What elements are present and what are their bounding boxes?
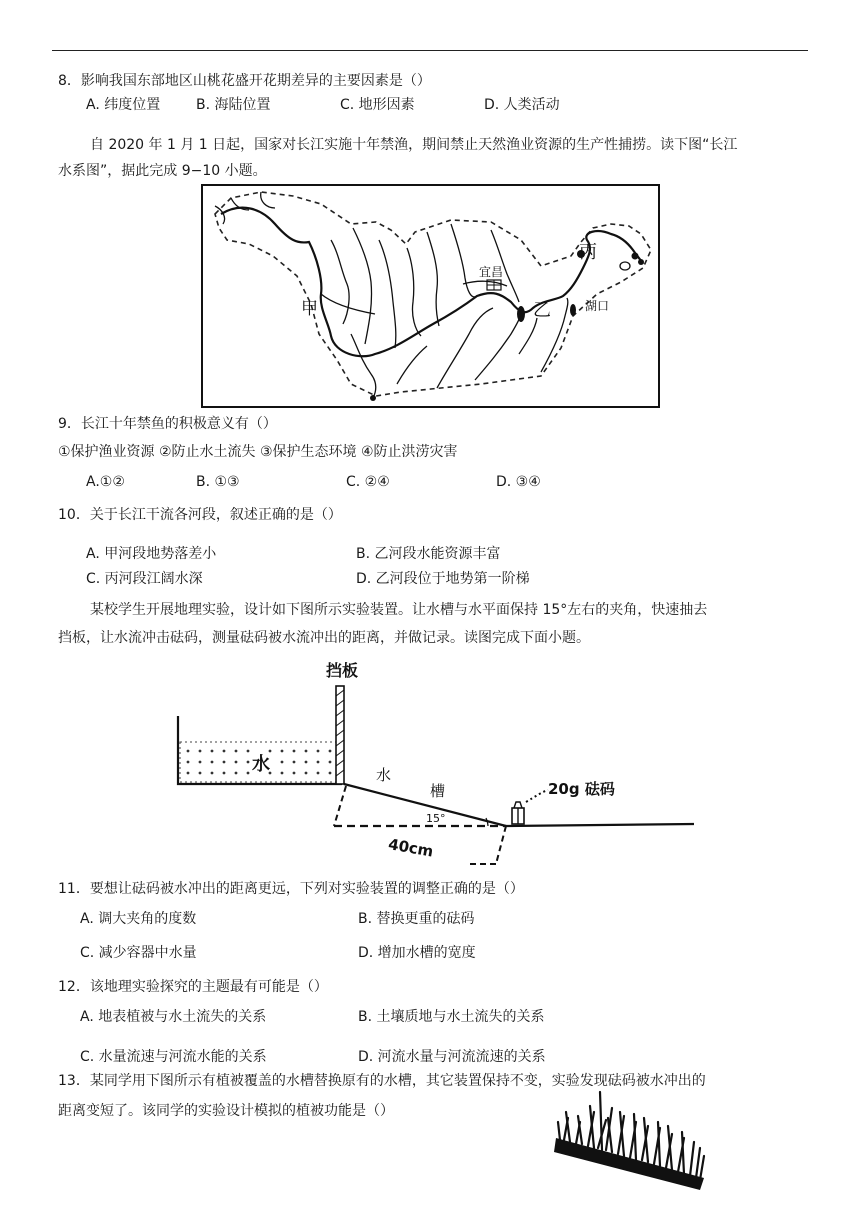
q10-option-d: D. 乙河段位于地势第一阶梯 <box>356 571 530 587</box>
q10-option-b: B. 乙河段水能资源丰富 <box>356 546 501 562</box>
label-water: 水 <box>252 754 270 775</box>
q10-option-a: A. 甲河段地势落差小 <box>86 546 217 562</box>
intro2-line1: 某校学生开展地理实验，设计如下图所示实验装置。让水槽与水平面保持 15°左右的夹角，快速抽去 <box>90 602 708 618</box>
intro1-line2: 水系图”，据此完成 9−10 小题。 <box>58 163 267 179</box>
q11-option-b: B. 替换更重的砝码 <box>358 911 475 927</box>
q11-option-c: C. 减少容器中水量 <box>80 945 197 961</box>
q12-option-d: D. 河流水量与河流流速的关系 <box>358 1049 546 1065</box>
map-label-yichang: 宜昌 <box>479 265 504 279</box>
q13-line2: 距离变短了。该同学的实验设计模拟的植被功能是（） <box>58 1103 394 1119</box>
q8-option-c: C. 地形因素 <box>340 97 415 113</box>
intro2-line2: 挡板，让水流冲击砝码，测量砝码被水流冲出的距离，并做记录。读图完成下面小题。 <box>58 630 590 646</box>
q8-option-d: D. 人类活动 <box>484 97 560 113</box>
label-length: 40cm <box>386 835 435 861</box>
label-weight: 20g 砝码 <box>548 780 615 798</box>
map-label-bing: 丙 <box>579 242 597 263</box>
q10-option-c: C. 丙河段江阔水深 <box>86 571 203 587</box>
top-rule <box>52 50 808 51</box>
q12-option-a: A. 地表植被与水土流失的关系 <box>80 1009 267 1025</box>
experiment-diagram <box>170 656 700 876</box>
label-angle: 15° <box>426 812 446 825</box>
map-label-jia: 甲 <box>301 299 318 319</box>
q10-stem: 10．关于长江干流各河段，叙述正确的是（） <box>58 507 342 523</box>
q8-option-a: A. 纬度位置 <box>86 97 161 113</box>
label-trough-1: 水 <box>376 766 392 784</box>
q13-line1: 13．某同学用下图所示有植被覆盖的水槽替换原有的水槽，其它装置保持不变，实验发现砝码被水冲出的 <box>58 1073 706 1089</box>
q12-option-c: C. 水量流速与河流水能的关系 <box>80 1049 267 1065</box>
weight-icon <box>512 802 524 824</box>
map-label-yi: 乙 <box>533 300 551 321</box>
q11-stem: 11．要想让砝码被水冲出的距离更远，下列对实验装置的调整正确的是（） <box>58 881 524 897</box>
label-trough-2: 槽 <box>430 782 446 800</box>
q9-option-a: A.①② <box>86 474 125 490</box>
vegetation-trough-image <box>554 1082 706 1192</box>
label-baffle: 挡板 <box>326 661 359 680</box>
q9-stem: 9．长江十年禁鱼的积极意义有（） <box>58 416 277 432</box>
q11-option-d: D. 增加水槽的宽度 <box>358 945 476 961</box>
q9-option-c: C. ②④ <box>346 474 390 490</box>
q12-option-b: B. 土壤质地与水土流失的关系 <box>358 1009 545 1025</box>
q9-option-b: B. ①③ <box>196 474 240 490</box>
intro1-line1: 自 2020 年 1 月 1 日起，国家对长江实施十年禁渔，期间禁止天然渔业资源的生产性捕捞。读下图“长江 <box>90 137 738 153</box>
q9-option-d: D. ③④ <box>496 474 541 490</box>
yangtze-river-map <box>201 184 660 408</box>
q8-option-b: B. 海陆位置 <box>196 97 271 113</box>
q11-option-a: A. 调大夹角的度数 <box>80 911 197 927</box>
q12-stem: 12．该地理实验探究的主题最有可能是（） <box>58 979 328 995</box>
map-label-hukou: 湖口 <box>585 299 610 313</box>
q9-items: ①保护渔业资源 ②防止水土流失 ③保护生态环境 ④防止洪涝灾害 <box>58 444 458 460</box>
q8-stem: 8．影响我国东部地区山桃花盛开花期差异的主要因素是（） <box>58 73 431 89</box>
